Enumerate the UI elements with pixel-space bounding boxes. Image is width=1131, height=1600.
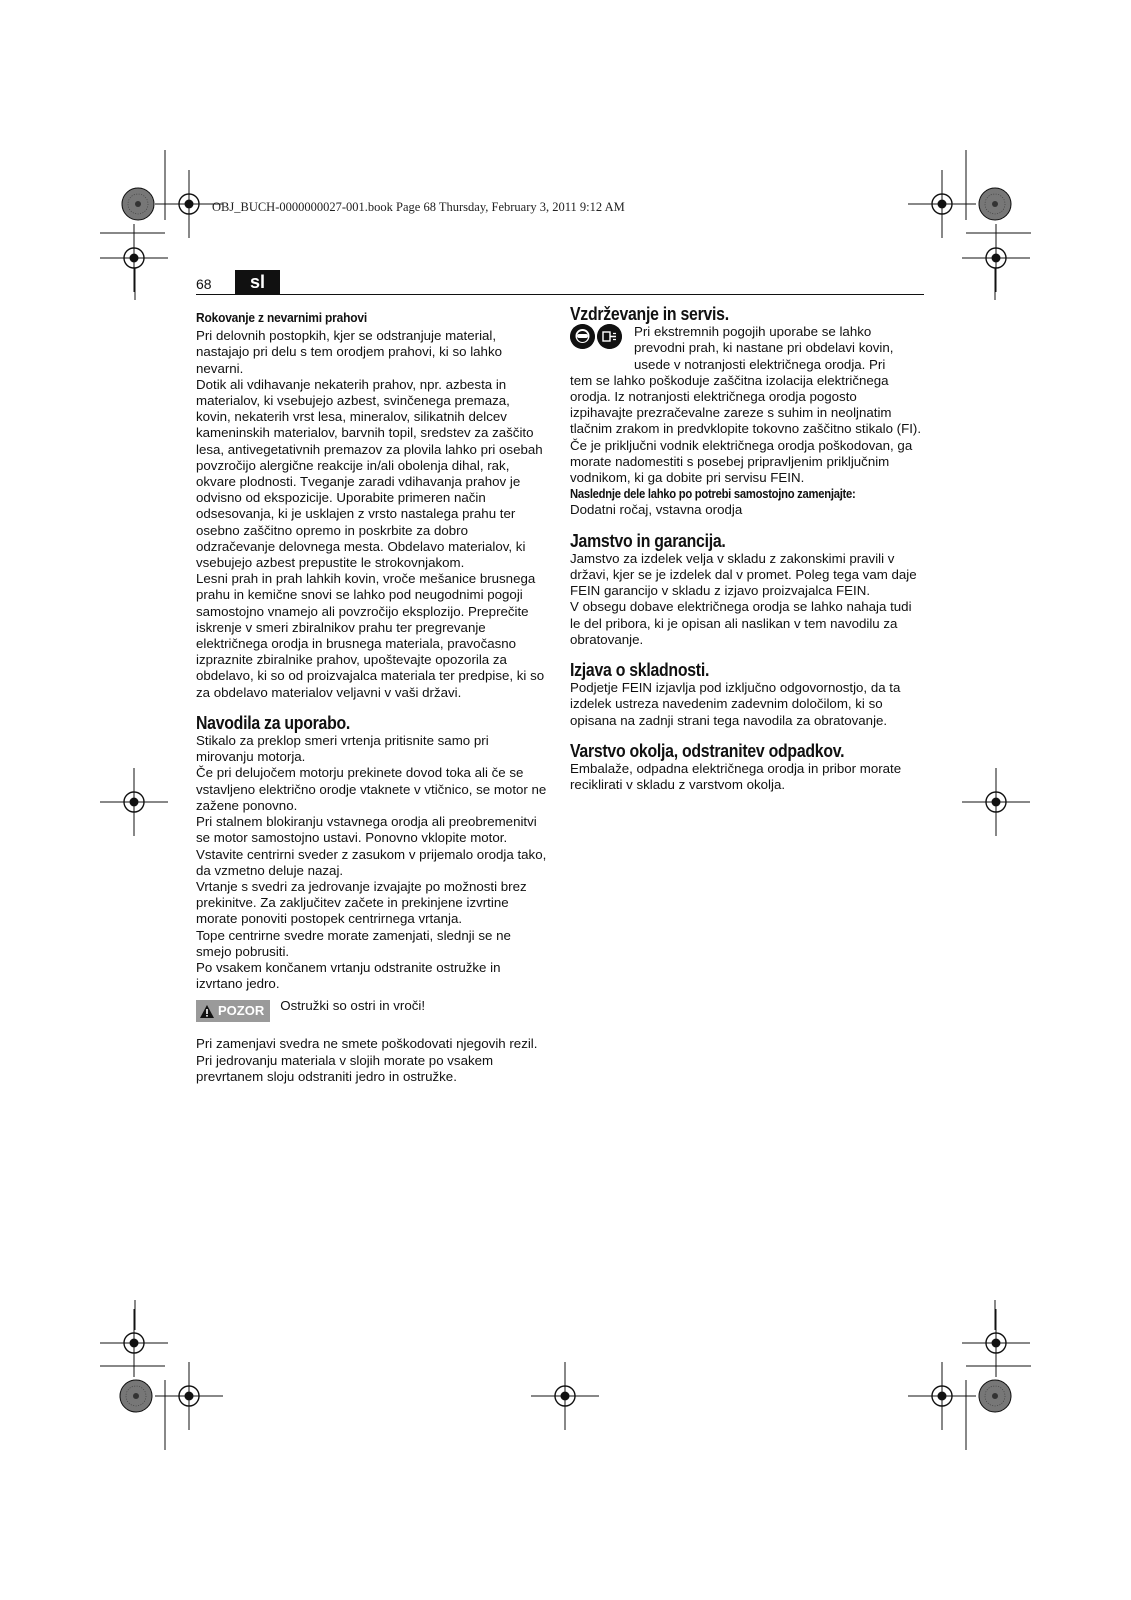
paragraph: Dotik ali vdihavanje nekaterih prahov, npr. azbesta in materialov, ki vsebujejo azbest, svinčenega premaza, kovin, nekaterih vrst lesa, mineralov, silikatnih delcev kameninskih materialov, barvnih topil, sredstev za zaščito lesa, antivegetativnih premazov za plovila lahko pri osebah povzročijo alergične reakcije in/ali obolenja dihal, rak, okvare plodnosti. Tveganje zaradi vdihavanja prahov je odvisno od ekspozicije. Uporabite primeren način odsesovanja, ki je usklajen z vrsto nastalega prahu ter osebno zaščitno opremo in poskrbite za dobro odzračevanje delovnega mesta. Obdelavo materialov, ki vsebujejo azbest prepustite le strokovnjakom.	[196, 376, 543, 571]
caution-text: Ostružki so ostri in vroči!	[280, 998, 426, 1014]
paragraph: Vrtanje s svedri za jedrovanje izvajajte po možnosti brez prekinitve. Za zaključitev začete in prekinjene izvrtine morate ponoviti postopek centrirnega vrtanja.	[196, 878, 527, 927]
paragraph: Lesni prah in prah lahkih kovin, vroče mešanice brusnega prahu in kemične snovi se lahko pod neugodnimi pogoji samostojno vnamejo ali povzročijo eksplozijo. Preprečite iskrenje v smeri zbiralnikov prahu ter pregrevanje električnega orodja in brusnega materiala, pravočasno izpraznite zbiralnike prahov, upoštevajte opozorila za obdelavo, ki so od proizvajalca materiala ter predpise, ki so za obdelavo materialov veljavni v vaši državi.	[196, 571, 545, 700]
right-column	[570, 306, 922, 793]
caution-label: POZOR	[218, 1003, 265, 1019]
maintenance-intro	[570, 324, 922, 373]
page-number: 68	[196, 276, 212, 292]
disconnect-plug-icon	[597, 324, 622, 349]
caution-notice	[196, 998, 548, 1022]
left-column	[196, 306, 548, 1085]
paragraph: Če je priključni vodnik električnega orodja poškodovan, ga morate nadomestiti s posebej pripravljenim priključnim vodnikom, ki ga dobite pri servisu FEIN.	[570, 437, 913, 486]
caution-badge	[196, 1000, 270, 1022]
paragraph-line: prevodni prah, ki nastane pri obdelavi kovin,	[634, 340, 894, 356]
eye-protection-icon	[570, 324, 595, 349]
paragraph-line: Pri ekstremnih pogojih uporabe se lahko	[634, 324, 872, 340]
paragraph: Jamstvo za izdelek velja v skladu z zakonskimi pravili v državi, kjer se je izdelek dal v promet. Poleg tega vam daje FEIN garancijo v skladu z izjavo proizvajalca FEIN.	[570, 550, 917, 599]
warning-triangle-icon	[200, 1005, 214, 1018]
paragraph: Vstavite centrirni sveder z zasukom v prijemalo orodja tako, da vzmetno deluje nazaj.	[196, 846, 547, 878]
paragraph: V obsegu dobave električnega orodja se lahko nahaja tudi le del pribora, ki je opisan ali naslikan v tem navodilu za obratovanje.	[570, 599, 912, 647]
paragraph: Dodatni ročaj, vstavna orodja	[570, 502, 743, 518]
section-heading-warranty: Jamstvo in garancija.	[570, 530, 726, 551]
paragraph: Pri jedrovanju materiala v slojih morate po vsakem prevrtanem sloju odstraniti jedro in ostružke.	[196, 1052, 494, 1084]
paragraph: Po vsakem končanem vrtanju odstranite ostružke in izvrtano jedro.	[196, 959, 501, 992]
section-heading-usage: Navodila za uporabo.	[196, 712, 351, 733]
section-heading-environment: Varstvo okolja, odstranitev odpadkov.	[570, 740, 845, 761]
section-heading-maintenance: Vzdrževanje in servis.	[570, 304, 729, 324]
section-heading-conformity: Izjava o skladnosti.	[570, 660, 710, 681]
paragraph: Tope centrirne svedre morate zamenjati, slednji se ne smejo pobrusiti.	[196, 927, 511, 959]
paragraph: Pri zamenjavi svedra ne smete poškodovati njegovih rezil.	[196, 1036, 538, 1052]
language-tab: sl	[235, 270, 280, 294]
paragraph: Pri stalnem blokiranju vstavnega orodja ali preobremenitvi se motor samostojno ustavi. Ponovno vklopite motor.	[196, 814, 537, 846]
paragraph-line: usede v notranjosti električnega orodja. Pri	[634, 356, 886, 372]
paragraph: Podjetje FEIN izjavlja pod izključno odgovornostjo, da ta izdelek ustreza navedenim zadevnim določilom, ki so opisana na zadnji strani tega navodila za obratovanje.	[570, 680, 901, 728]
paragraph: Pri delovnih postopkih, kjer se odstranjuje material, nastajajo pri delu s tem orodjem prahovi, ki so lahko nevarni.	[196, 328, 502, 376]
safety-icons	[570, 324, 622, 349]
section-heading-hazardous-dust: Rokovanje z nevarnimi prahovi	[196, 310, 368, 325]
replaceable-parts-label: Naslednje dele lahko po potrebi samostojno zamenjajte:	[570, 487, 856, 502]
printer-info-line: OBJ_BUCH-0000000027-001.book Page 68 Thursday, February 3, 2011 9:12 AM	[212, 200, 625, 214]
paragraph: Če pri delujočem motorju prekinete dovod toka ali če se vstavljeno električno orodje vtaknete v vtičnico, se motor ne zažene ponovno.	[196, 765, 547, 813]
paragraph: tem se lahko poškoduje zaščitna izolacija električnega orodja. Iz notranjosti električnega orodja pogosto izpihavajte prezračevalne zareze s suhim in neoljnatim tlačnim zrakom in predvklopite tokovno zaščitno stikalo (FI).	[570, 372, 922, 437]
paragraph: Embalaže, odpadna električnega orodja in pribor morate reciklirati v skladu z varstvom okolja.	[570, 761, 902, 793]
paragraph: Stikalo za preklop smeri vrtenja pritisnite samo pri mirovanju motorja.	[196, 733, 489, 765]
header-rule	[196, 294, 924, 295]
